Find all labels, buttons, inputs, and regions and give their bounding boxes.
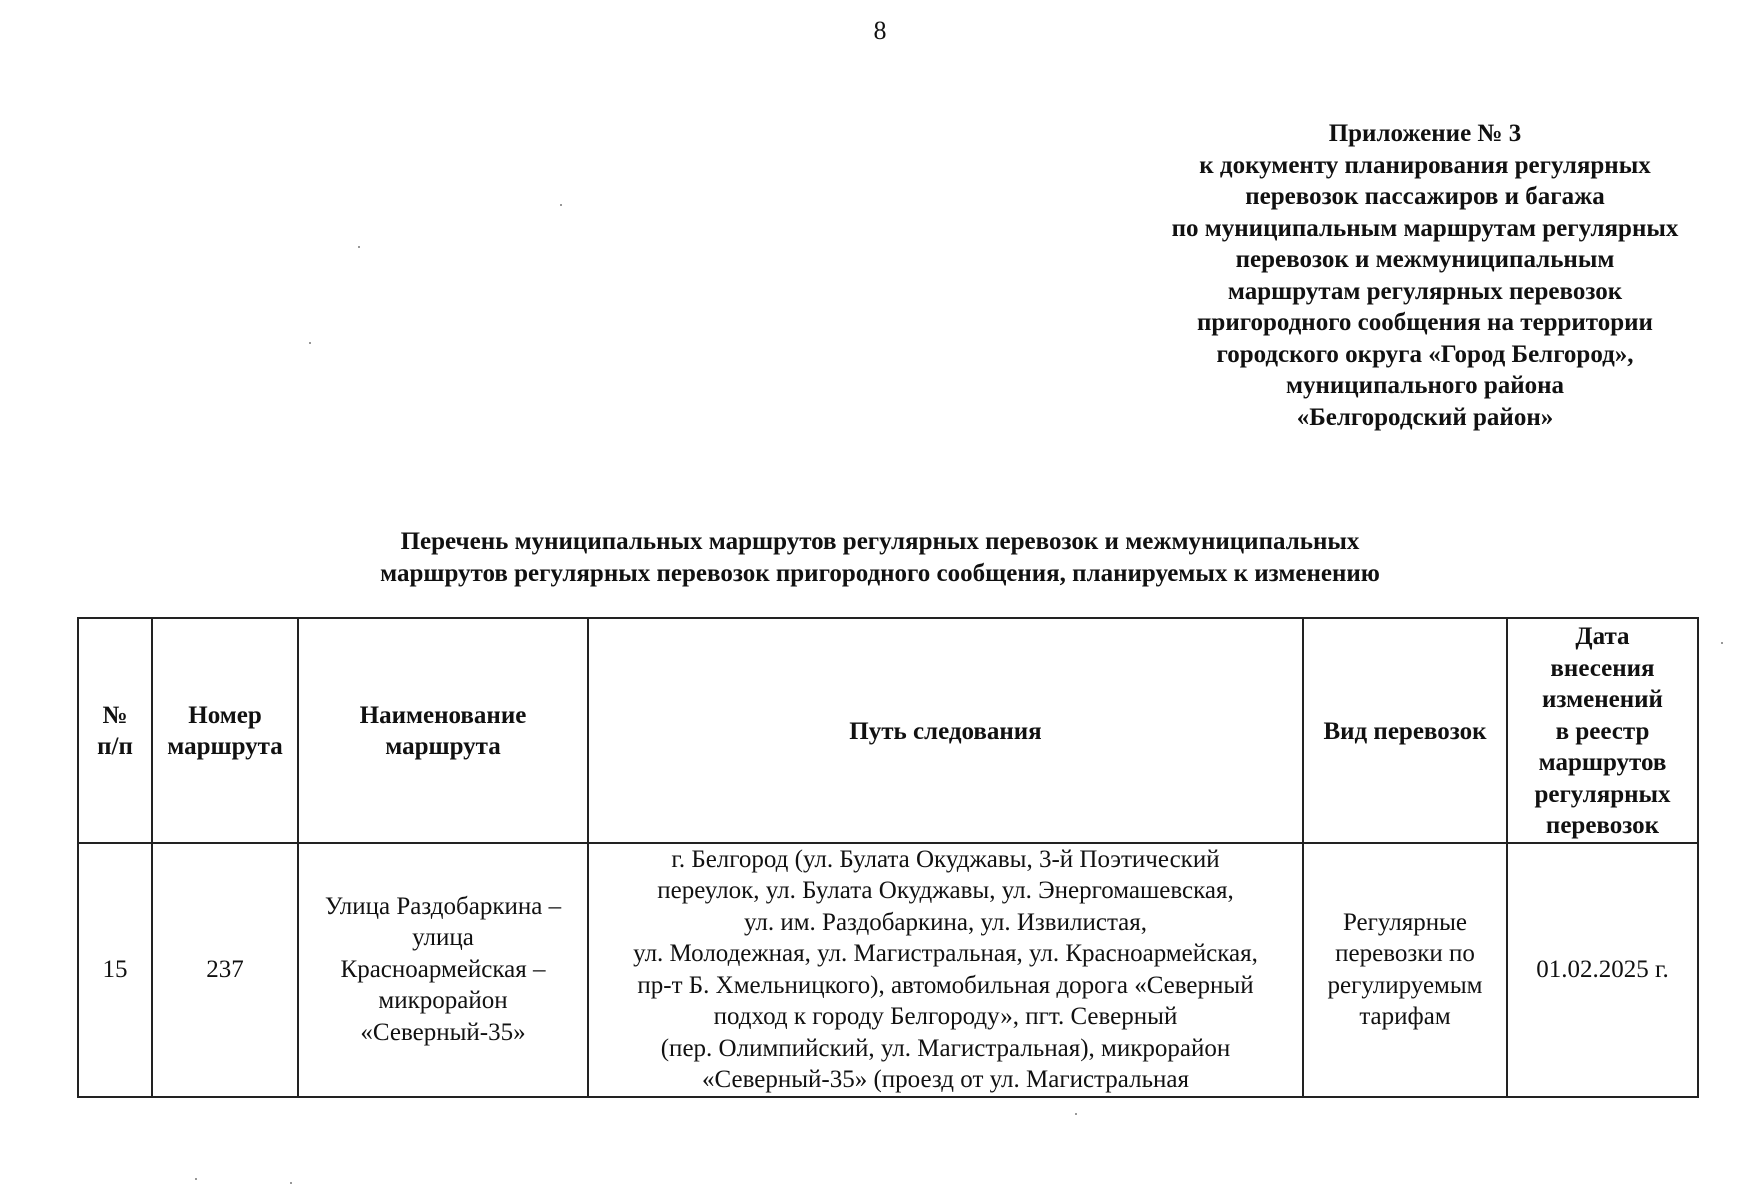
header-route-number: Номер маршрута [152, 618, 298, 843]
scan-speck [358, 246, 360, 248]
cell-route-name: Улица Раздобаркина – улица Красноармейская – микрорайон «Северный-35» [298, 843, 588, 1097]
appendix-line: перевозок и межмуниципальным [1235, 246, 1615, 273]
list-title-line: маршрутов регулярных перевозок пригородного сообщения, планируемых к изменению [380, 559, 1380, 587]
appendix-line: к документу планирования регулярных [1199, 151, 1651, 179]
header-num: № п/п [78, 618, 152, 843]
appendix-line: по муниципальным маршрутам регулярных [1171, 214, 1679, 242]
cell-date: 01.02.2025 г. [1507, 843, 1698, 1097]
cell-num: 15 [78, 843, 152, 1097]
table-row [78, 843, 1698, 1097]
header-route-name: Наименование маршрута [298, 618, 588, 843]
header-date: Дата внесения изменений в реестр маршрутов регулярных перевозок [1507, 618, 1698, 843]
table-header-row [78, 618, 1698, 843]
cell-path: г. Белгород (ул. Булата Окуджавы, 3-й Поэтический переулок, ул. Булата Окуджавы, ул. Энергомашевская, ул. им. Раздобаркина, ул. Извилистая, ул. Молодежная, ул. Магистральная, ул. Красноармейская, пр-т Б. Хмельницкого), автомобильная дорога «Северный подход к городу Белгороду», пгт. Северный (пер. Олимпийский, ул. Магистральная), микрорайон «Северный-35» (проезд от ул. Магистральная [588, 843, 1303, 1097]
scan-speck [195, 1178, 197, 1180]
appendix-line: муниципального района [1285, 372, 1565, 399]
appendix-line: городского округа «Город Белгород», [1216, 340, 1634, 368]
routes-table [77, 617, 1699, 1098]
list-title-line: Перечень муниципальных маршрутов регулярных перевозок и межмуниципальных [400, 528, 1360, 555]
appendix-line: Приложение № 3 [1328, 120, 1522, 147]
appendix-line: маршрутам регулярных перевозок [1227, 277, 1623, 305]
header-transport-type: Вид перевозок [1303, 618, 1507, 843]
scan-speck [560, 204, 562, 206]
page-number: 8 [873, 16, 887, 45]
appendix-line: пригородного сообщения на территории [1197, 309, 1653, 336]
scan-speck [1075, 1113, 1077, 1115]
appendix-line: перевозок пассажиров и багажа [1245, 183, 1605, 210]
scan-speck [1721, 642, 1723, 644]
appendix-header [1120, 118, 1730, 433]
header-path: Путь следования [588, 618, 1303, 843]
scan-speck [309, 342, 311, 344]
scan-speck [290, 1182, 292, 1184]
cell-transport-type: Регулярные перевозки по регулируемым тарифам [1303, 843, 1507, 1097]
appendix-line: «Белгородский район» [1296, 403, 1554, 431]
list-title [0, 526, 1760, 589]
cell-route-number: 237 [152, 843, 298, 1097]
